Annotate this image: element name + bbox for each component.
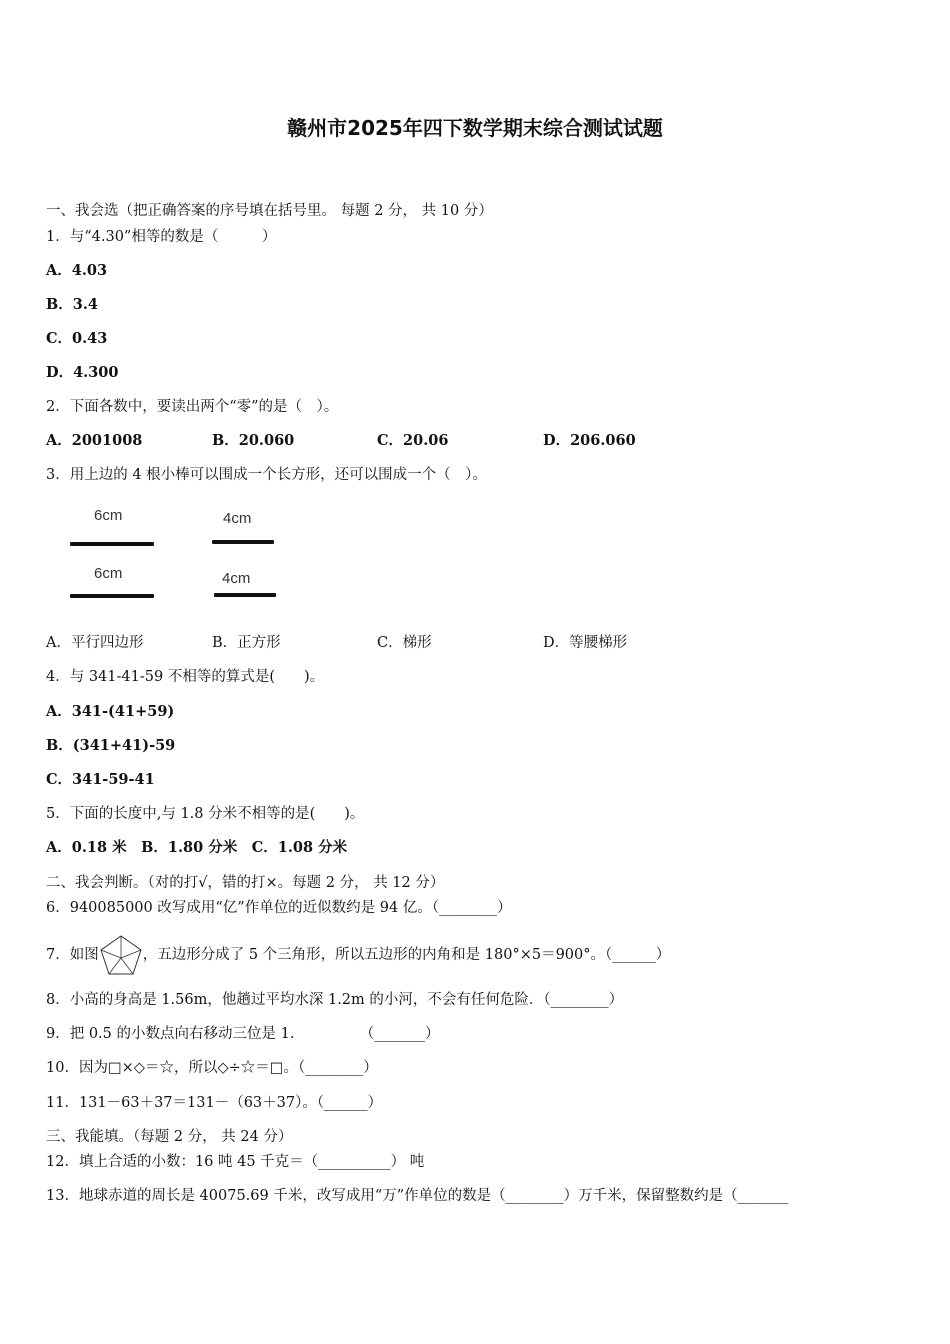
stick-1 — [70, 542, 154, 546]
q2-option-d: D．206.060 — [543, 432, 636, 449]
question-10: 10．因为□×◇＝☆，所以◇÷☆＝□。（________） — [46, 1060, 378, 1076]
question-1: 1．与“4.30”相等的数是（ ） — [46, 229, 277, 245]
q3-option-c: C．梯形 — [377, 635, 432, 651]
q4-option-c: C．341-59-41 — [46, 771, 155, 788]
q2-option-c: C．20.06 — [377, 432, 449, 449]
q1-option-b: B．3.4 — [46, 296, 98, 313]
question-5: 5．下面的长度中,与 1.8 分米不相等的是( )。 — [46, 806, 365, 822]
question-8: 8．小高的身高是 1.56m，他趟过平均水深 1.2m 的小河，不会有任何危险．（________） — [46, 992, 624, 1008]
q1-option-d: D．4.300 — [46, 364, 119, 381]
question-4: 4．与 341-41-59 不相等的算式是( )。 — [46, 669, 325, 685]
q3-option-a: A．平行四边形 — [46, 635, 144, 651]
stick-2 — [212, 540, 274, 544]
section-2-heading: 二、我会判断。（对的打√，错的打×。每题 2 分， 共 12 分） — [46, 875, 445, 891]
page-title: 赣州市2025年四下数学期末综合测试试题 — [287, 116, 663, 140]
question-7 — [46, 934, 670, 976]
question-12: 12．填上合适的小数：16 吨 45 千克＝（__________） 吨 — [46, 1154, 425, 1170]
stick-label-1: 6cm — [94, 507, 123, 524]
q4-option-b: B．(341+41)-59 — [46, 737, 176, 754]
question-7-lead: 7．如图 — [46, 947, 99, 963]
question-13: 13．地球赤道的周长是 40075.69 千米，改写成用“万”作单位的数是（________）万千米，保留整数约是（_______ — [46, 1188, 789, 1204]
section-3-heading: 三、我能填。（每题 2 分， 共 24 分） — [46, 1129, 293, 1145]
question-11: 11．131－63＋37＝131－（63＋37）。（______） — [46, 1095, 383, 1111]
question-6: 6．940085000 改写成用“亿”作单位的近似数约是 94 亿。（________） — [46, 900, 512, 916]
section-1-heading: 一、我会选（把正确答案的序号填在括号里。 每题 2 分， 共 10 分） — [46, 203, 493, 219]
pentagon-figure — [99, 934, 143, 976]
q2-option-b: B．20.060 — [212, 432, 295, 449]
stick-label-2: 4cm — [223, 510, 252, 527]
stick-3 — [70, 594, 154, 598]
q2-option-a: A．2001008 — [46, 432, 143, 449]
question-7-text: ，五边形分成了 5 个三角形，所以五边形的内角和是 180°×5＝900°。（______） — [142, 947, 671, 963]
stick-label-3: 6cm — [94, 565, 123, 582]
question-9: 9．把 0.5 的小数点向右移动三位是 1. （_______） — [46, 1026, 440, 1042]
q1-option-c: C．0.43 — [46, 330, 108, 347]
q5-options: A．0.18 米 B．1.80 分米 C．1.08 分米 — [46, 839, 348, 856]
stick-label-4: 4cm — [222, 570, 251, 587]
q1-option-a: A．4.03 — [46, 262, 108, 279]
q4-option-a: A．341-(41+59) — [46, 703, 175, 720]
question-3: 3．用上边的 4 根小棒可以围成一个长方形，还可以围成一个（ ）。 — [46, 467, 487, 483]
q3-option-d: D．等腰梯形 — [543, 635, 628, 651]
q3-option-b: B．正方形 — [212, 635, 281, 651]
question-2: 2．下面各数中，要读出两个“零”的是（ ）。 — [46, 399, 339, 415]
stick-4 — [214, 593, 276, 597]
